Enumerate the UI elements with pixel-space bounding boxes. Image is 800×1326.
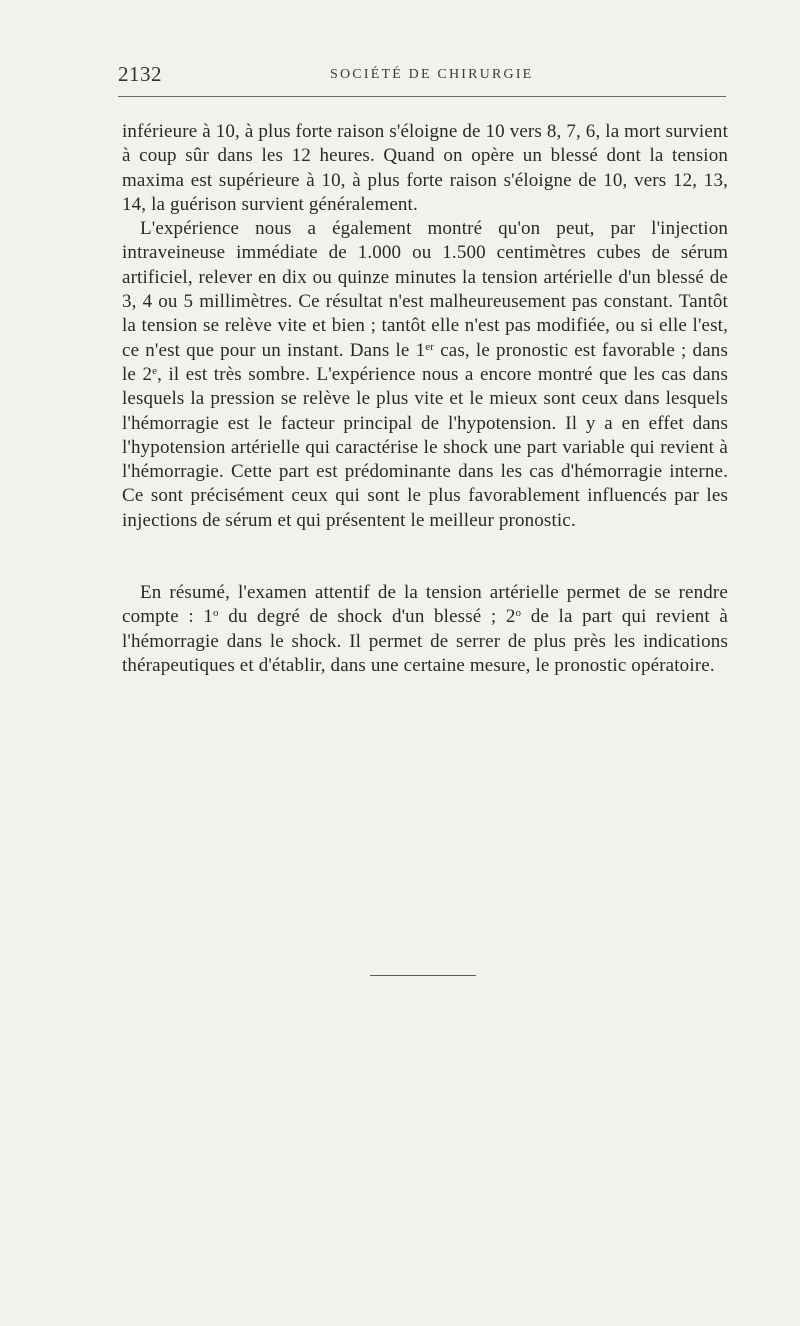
header-rule [118, 96, 726, 97]
page-header [118, 58, 726, 98]
body-text [122, 120, 728, 678]
paragraph-serum-injection [122, 217, 728, 533]
paragraph-summary [122, 581, 728, 678]
superscript: o [213, 607, 219, 620]
paragraph-gap [122, 533, 728, 581]
paragraph-text: cas, le pronostic est favorable ; dans le 2 [122, 339, 728, 385]
paragraph-continuation [122, 120, 728, 217]
superscript: er [425, 340, 435, 353]
paragraph-text: inférieure à 10, à plus forte raison s'éloigne de 10 vers 8, 7, 6, la mort survient à coup sûr dans les 12 heures. Quand on opère un blessé dont la tension maxima est supérieure à 10, à plus forte raison s'éloigne de 10, vers 12, 13, 14, la guérison survient généralement. [122, 121, 728, 215]
running-head: SOCIÉTÉ DE CHIRURGIE [330, 67, 534, 82]
paragraph-text: L'expérience nous a également montré qu'on peut, par l'injection intraveineuse immédiate de 1.000 ou 1.500 centimètres cubes de sérum artificiel, relever en dix ou quinze minutes la tension artérielle d'un blessé de 3, 4 ou 5 millimètres. Ce résultat n'est malheureusement pas constant. Tantôt la tension se relève vite et bien ; tantôt elle n'est pas modifiée, ou si elle l'est, ce n'est que pour un instant. Dans le 1 [122, 218, 728, 361]
paragraph-text: du degré de shock d'un blessé ; 2 [218, 606, 516, 628]
paragraph-text: de la part qui revient à l'hémorragie dans le shock. Il permet de serrer de plus près les indications thérapeutiques et d'établir, dans une certaine mesure, le pronostic opératoire. [122, 606, 728, 676]
superscript: e [152, 364, 158, 377]
page-number: 2132 [118, 62, 162, 86]
paragraph-text: , il est très sombre. L'expérience nous a encore montré que les cas dans lesquels la pression se relève le plus vite et le mieux sont ceux dans lesquels l'hémorragie est le facteur principal de l'hypotension. Il y a en effet dans l'hypotension artérielle qui caractérise le shock une part variable qui revient à l'hémorragie. Cette part est prédominante dans les cas d'hémorragie interne. Ce sont précisément ceux qui sont le plus favorablement influencés par les injections de sérum et qui présentent le meilleur pronostic. [122, 363, 729, 531]
paragraph-text: En résumé, l'examen attentif de la tension artérielle permet de se rendre compte : 1 [122, 582, 728, 628]
section-end-rule [370, 975, 476, 976]
superscript: o [515, 607, 522, 620]
